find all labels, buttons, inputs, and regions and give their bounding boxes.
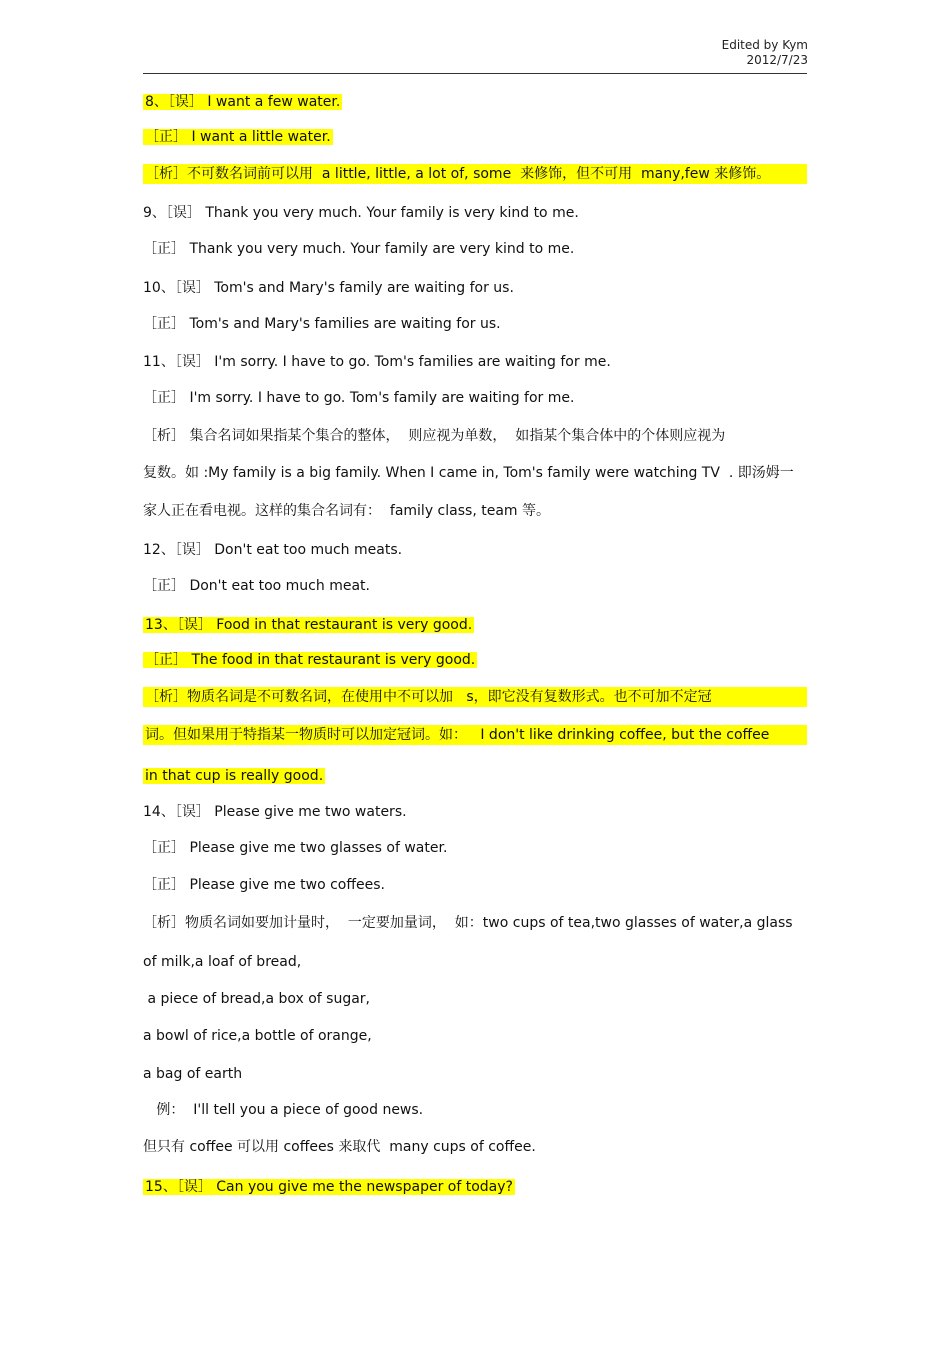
item-11-right: ［正］ I'm sorry. I have to go. Tom's family are waiting for me. xyxy=(143,390,575,406)
item-13-note-3 xyxy=(143,766,325,786)
page-header xyxy=(722,38,808,68)
item-9-wrong: 9、［误］ Thank you very much. Your family is very kind to me. xyxy=(143,205,579,221)
item-13-note-3-text: in that cup is really good. xyxy=(145,768,324,784)
item-8-wrong xyxy=(143,92,342,112)
item-8-right xyxy=(143,127,333,147)
header-divider xyxy=(143,73,807,74)
item-8-note-text: ［析］不可数名词前可以用 a little, little, a lot of, some 来修饰，但不可用 many,few 来修饰。 xyxy=(143,164,807,184)
item-13-right xyxy=(143,650,477,670)
item-14-note-3: a piece of bread,a box of sugar, xyxy=(143,991,371,1007)
item-14-note-6: 但只有 coffee 可以用 coffees 来取代 many cups of coffee. xyxy=(143,1139,536,1155)
item-14-note-1: ［析］物质名词如要加计量时， 一定要加量词， 如：two cups of tea,two glasses of water,a glass xyxy=(143,915,793,931)
item-13-note-2 xyxy=(143,725,807,745)
item-13-right-text: ［正］ The food in that restaurant is very good. xyxy=(145,652,476,668)
item-14-note-2: of milk,a loaf of bread, xyxy=(143,954,302,970)
item-8-note xyxy=(143,164,807,184)
item-14-note-4: a bowl of rice,a bottle of orange, xyxy=(143,1028,372,1044)
item-10-wrong: 10、［误］ Tom's and Mary's family are waiting for us. xyxy=(143,280,514,296)
item-15-wrong-text: 15、［误］ Can you give me the newspaper of today? xyxy=(145,1179,513,1195)
item-13-note-2-text: 词。但如果用于特指某一物质时可以加定冠词。如： I don't like drinking coffee, but the coffee xyxy=(143,725,807,745)
header-editor: Edited by Kym xyxy=(721,38,808,52)
item-12-right: ［正］ Don't eat too much meat. xyxy=(143,578,370,594)
item-10-right: ［正］ Tom's and Mary's families are waiting for us. xyxy=(143,316,501,332)
header-date: 2012/7/23 xyxy=(746,53,808,67)
item-11-note-1: ［析］ 集合名词如果指某个集合的整体， 则应视为单数， 如指某个集合体中的个体则应视为 xyxy=(143,428,726,444)
item-11-note-3: 家人正在看电视。这样的集合名词有： family class, team 等。 xyxy=(143,503,550,519)
item-9-right: ［正］ Thank you very much. Your family are very kind to me. xyxy=(143,241,575,257)
item-13-note-1 xyxy=(143,687,807,707)
item-13-wrong-text: 13、［误］ Food in that restaurant is very good. xyxy=(145,617,473,633)
item-8-right-text: ［正］ I want a little water. xyxy=(145,129,331,145)
item-12-wrong: 12、［误］ Don't eat too much meats. xyxy=(143,542,403,558)
item-11-note-2: 复数。如 :My family is a big family. When I came in, Tom's family were watching TV . 即汤姆一 xyxy=(143,465,794,481)
item-14-right-1: ［正］ Please give me two glasses of water. xyxy=(143,840,448,856)
item-13-wrong xyxy=(143,615,474,635)
item-14-example: 例： I'll tell you a piece of good news. xyxy=(143,1102,424,1118)
item-14-note-5: a bag of earth xyxy=(143,1066,243,1082)
item-13-note-1-text: ［析］物质名词是不可数名词，在使用中不可以加 s，即它没有复数形式。也不可加不定冠 xyxy=(143,687,807,707)
item-14-wrong: 14、［误］ Please give me two waters. xyxy=(143,804,407,820)
item-15-wrong xyxy=(143,1177,515,1197)
item-11-wrong: 11、［误］ I'm sorry. I have to go. Tom's families are waiting for me. xyxy=(143,354,611,370)
item-14-right-2: ［正］ Please give me two coffees. xyxy=(143,877,385,893)
item-8-wrong-text: 8、［误］ I want a few water. xyxy=(145,94,341,110)
